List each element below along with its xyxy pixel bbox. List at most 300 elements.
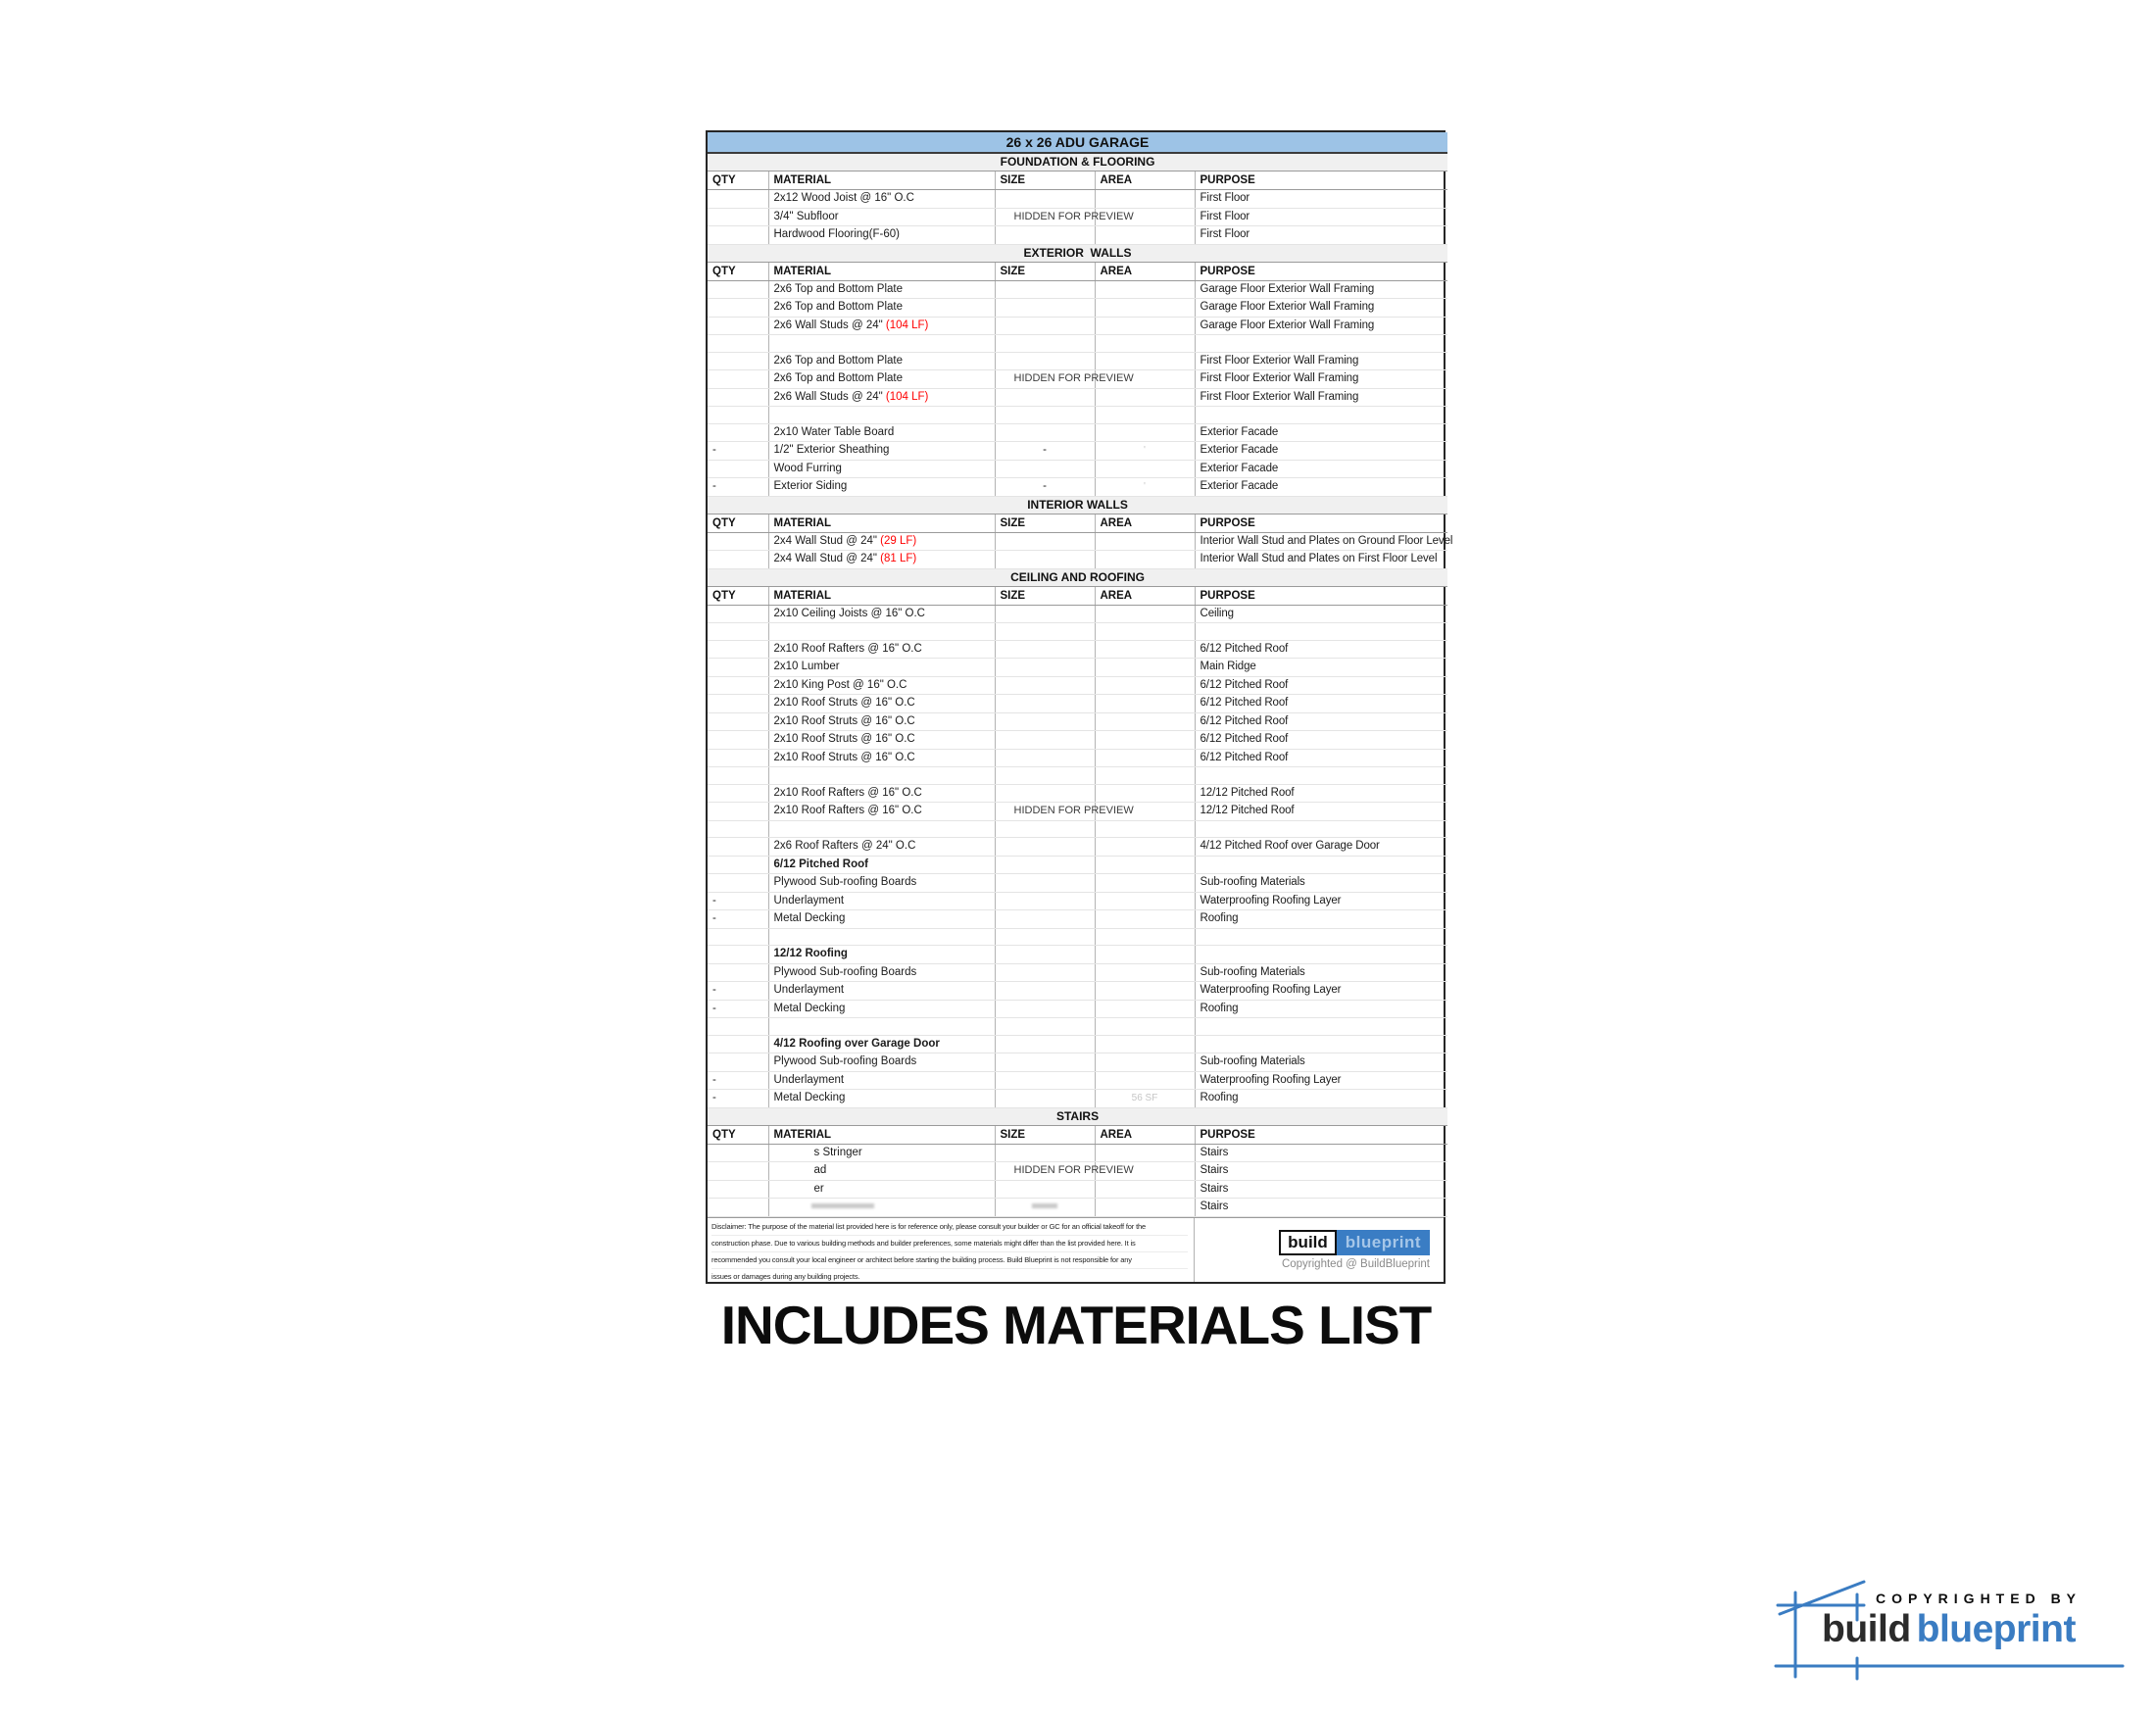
table-row — [708, 1162, 1447, 1181]
material-cell — [768, 695, 995, 713]
material-cell — [768, 1018, 995, 1036]
sheet-title-row — [708, 132, 1447, 153]
size-cell — [995, 982, 1095, 1001]
brand-logo — [1766, 1565, 2133, 1694]
purpose-cell: 4/12 Pitched Roof over Garage Door — [1195, 838, 1447, 857]
material-text: 2x6 Roof Rafters @ 24" O.C — [773, 840, 916, 852]
qty-cell — [708, 820, 768, 838]
area-cell — [1095, 388, 1195, 407]
area-cell: 56 SF — [1095, 1090, 1195, 1108]
size-cell — [995, 407, 1095, 424]
area-cell — [1095, 551, 1195, 569]
area-cell — [1095, 659, 1195, 677]
material-text: s Stringer — [813, 1146, 862, 1158]
qty-cell — [708, 640, 768, 659]
material-cell — [768, 659, 995, 677]
qty-cell — [708, 423, 768, 442]
material-text: Plywood Sub-roofing Boards — [773, 876, 917, 888]
purpose-cell — [1195, 1035, 1447, 1054]
qty-cell — [708, 676, 768, 695]
size-cell — [995, 963, 1095, 982]
purpose-cell: First Floor — [1195, 190, 1447, 209]
material-text: 2x10 Roof Rafters @ 16" O.C — [773, 642, 922, 655]
area-cell — [1095, 1071, 1195, 1090]
hidden-for-preview-label: HIDDEN FOR PREVIEW — [1013, 805, 1134, 816]
qty-cell — [708, 712, 768, 731]
table-row — [708, 623, 1447, 641]
purpose-cell: Exterior Facade — [1195, 423, 1447, 442]
lf-note: (29 LF) — [876, 534, 917, 547]
purpose-cell: Stairs — [1195, 1180, 1447, 1199]
material-text: 1/2" Exterior Sheathing — [773, 444, 890, 456]
table-row — [708, 659, 1447, 677]
material-text: 2x10 Roof Struts @ 16" O.C — [773, 697, 915, 709]
qty-cell — [708, 407, 768, 424]
size-cell — [995, 1000, 1095, 1018]
materials-sheet — [706, 130, 1453, 1284]
area-cell: ' — [1095, 478, 1195, 497]
column-header-area: AREA — [1095, 586, 1195, 605]
table-row — [708, 190, 1447, 209]
qty-cell — [708, 946, 768, 964]
material-text: 2x6 Top and Bottom Plate — [773, 301, 903, 313]
purpose-cell: Roofing — [1195, 1000, 1447, 1018]
qty-cell — [708, 605, 768, 623]
table-row — [708, 478, 1447, 497]
qty-cell — [708, 1199, 768, 1217]
size-cell — [995, 335, 1095, 353]
material-cell — [768, 784, 995, 803]
redacted-smudge — [811, 1203, 874, 1208]
size-cell — [995, 551, 1095, 569]
size-cell — [995, 731, 1095, 750]
area-cell — [1095, 982, 1195, 1001]
disclaimer-line: issues or damages during any building projects. — [711, 1271, 860, 1281]
column-header-qty: QTY — [708, 586, 768, 605]
purpose-cell: Sub-roofing Materials — [1195, 874, 1447, 893]
qty-cell — [708, 317, 768, 335]
area-cell — [1095, 856, 1195, 874]
material-text: 2x10 Ceiling Joists @ 16" O.C — [773, 607, 925, 619]
qty-cell — [708, 208, 768, 226]
column-header-size: SIZE — [995, 514, 1095, 532]
material-cell — [768, 388, 995, 407]
size-cell — [995, 892, 1095, 910]
size-cell — [995, 532, 1095, 551]
material-cell — [768, 1090, 995, 1108]
material-cell — [768, 640, 995, 659]
disclaimer-line: Disclaimer: The purpose of the material list provided here is for reference only, please consult your builder or GC for an official takeoff for the — [711, 1219, 1188, 1236]
area-cell — [1095, 623, 1195, 641]
area-cell — [1095, 731, 1195, 750]
table-row — [708, 551, 1447, 569]
material-text: 2x4 Wall Stud @ 24" — [773, 553, 877, 564]
purpose-cell — [1195, 946, 1447, 964]
table-row — [708, 352, 1447, 370]
qty-cell: - — [708, 910, 768, 929]
material-text: ad — [813, 1164, 827, 1176]
table-row — [708, 695, 1447, 713]
buildblueprint-logo-badge — [1279, 1230, 1430, 1255]
qty-cell — [708, 352, 768, 370]
material-text: 2x10 Roof Struts @ 16" O.C — [773, 733, 915, 745]
column-header-area: AREA — [1095, 1125, 1195, 1144]
size-cell — [995, 659, 1095, 677]
table-row — [708, 532, 1447, 551]
area-cell — [1095, 749, 1195, 767]
purpose-cell: Garage Floor Exterior Wall Framing — [1195, 280, 1447, 299]
area-cell — [1095, 1018, 1195, 1036]
material-cell — [768, 1180, 995, 1199]
material-text: 2x6 Top and Bottom Plate — [773, 372, 903, 384]
material-text: 2x6 Top and Bottom Plate — [773, 282, 903, 295]
qty-cell — [708, 1035, 768, 1054]
area-cell: ' — [1095, 442, 1195, 461]
purpose-cell — [1195, 335, 1447, 353]
area-cell — [1095, 299, 1195, 318]
table-row — [708, 838, 1447, 857]
material-cell — [768, 317, 995, 335]
qty-cell — [708, 551, 768, 569]
area-cell — [1095, 352, 1195, 370]
size-cell — [995, 1035, 1095, 1054]
purpose-cell: First Floor Exterior Wall Framing — [1195, 388, 1447, 407]
qty-cell — [708, 1144, 768, 1162]
qty-cell: - — [708, 1090, 768, 1108]
qty-cell — [708, 659, 768, 677]
purpose-cell: 6/12 Pitched Roof — [1195, 712, 1447, 731]
area-cell — [1095, 280, 1195, 299]
area-cell — [1095, 1000, 1195, 1018]
size-cell — [995, 928, 1095, 946]
section-header-label: STAIRS — [708, 1107, 1447, 1125]
area-cell — [1095, 838, 1195, 857]
material-cell — [768, 838, 995, 857]
section-header-label: CEILING AND ROOFING — [708, 568, 1447, 586]
column-header-area: AREA — [1095, 514, 1195, 532]
qty-cell — [708, 623, 768, 641]
purpose-cell: Ceiling — [1195, 605, 1447, 623]
column-header-row — [708, 262, 1447, 280]
table-row — [708, 1199, 1447, 1217]
table-row — [708, 820, 1447, 838]
table-row — [708, 856, 1447, 874]
material-cell — [768, 982, 995, 1001]
qty-cell — [708, 532, 768, 551]
area-cell — [1095, 784, 1195, 803]
size-cell — [995, 910, 1095, 929]
size-cell — [995, 640, 1095, 659]
column-header-purpose: PURPOSE — [1195, 262, 1447, 280]
section-header-row — [708, 153, 1447, 172]
table-row — [708, 982, 1447, 1001]
qty-cell — [708, 784, 768, 803]
column-header-purpose: PURPOSE — [1195, 1125, 1447, 1144]
material-cell — [768, 352, 995, 370]
purpose-cell: Exterior Facade — [1195, 442, 1447, 461]
qty-cell — [708, 299, 768, 318]
material-text: 2x10 Roof Rafters @ 16" O.C — [773, 805, 922, 816]
brand-build-text: build — [1822, 1608, 1911, 1650]
purpose-cell: 6/12 Pitched Roof — [1195, 676, 1447, 695]
column-header-purpose: PURPOSE — [1195, 514, 1447, 532]
size-cell — [995, 856, 1095, 874]
material-cell — [768, 803, 995, 821]
qty-cell: - — [708, 1071, 768, 1090]
area-cell — [1095, 928, 1195, 946]
purpose-cell: Stairs — [1195, 1144, 1447, 1162]
material-text: 2x10 Lumber — [773, 661, 840, 672]
area-cell — [1095, 190, 1195, 209]
material-text: Plywood Sub-roofing Boards — [773, 965, 917, 978]
material-text: Underlayment — [773, 984, 845, 996]
material-text: Metal Decking — [773, 912, 846, 924]
table-row — [708, 1071, 1447, 1090]
column-header-row — [708, 586, 1447, 605]
table-row — [708, 1054, 1447, 1072]
purpose-cell: First Floor — [1195, 226, 1447, 245]
size-cell — [995, 1090, 1095, 1108]
qty-cell — [708, 1018, 768, 1036]
area-cell — [1095, 1144, 1195, 1162]
purpose-cell: Waterproofing Roofing Layer — [1195, 982, 1447, 1001]
qty-cell — [708, 928, 768, 946]
section-header-row — [708, 244, 1447, 262]
lf-note: (104 LF) — [882, 318, 929, 331]
size-cell — [995, 460, 1095, 478]
table-row — [708, 407, 1447, 424]
area-cell — [1095, 874, 1195, 893]
purpose-cell: Interior Wall Stud and Plates on Ground Floor Level — [1195, 532, 1447, 551]
size-cell — [995, 370, 1134, 389]
area-cell — [1095, 910, 1195, 929]
redacted-smudge — [1032, 1203, 1057, 1208]
qty-cell — [708, 838, 768, 857]
size-cell — [995, 784, 1095, 803]
material-text: er — [813, 1182, 824, 1195]
hidden-for-preview-label: HIDDEN FOR PREVIEW — [1013, 372, 1134, 384]
size-cell — [995, 695, 1095, 713]
size-cell — [995, 388, 1095, 407]
sheet-title: 26 x 26 ADU GARAGE — [708, 132, 1447, 153]
purpose-cell: 6/12 Pitched Roof — [1195, 731, 1447, 750]
table-row — [708, 640, 1447, 659]
material-cell — [768, 442, 995, 461]
column-header-area: AREA — [1095, 262, 1195, 280]
material-text: Exterior Siding — [773, 480, 848, 492]
column-header-purpose: PURPOSE — [1195, 586, 1447, 605]
material-text: Underlayment — [773, 894, 845, 906]
material-cell — [768, 299, 995, 318]
table-row — [708, 928, 1447, 946]
table-row — [708, 1180, 1447, 1199]
copyrighted-by-text: COPYRIGHTED BY — [1876, 1591, 2082, 1606]
material-cell — [768, 749, 995, 767]
material-text: 6/12 Pitched Roof — [773, 858, 868, 870]
table-row — [708, 388, 1447, 407]
size-cell — [995, 352, 1095, 370]
table-row — [708, 803, 1447, 821]
purpose-cell: 6/12 Pitched Roof — [1195, 695, 1447, 713]
material-text: Wood Furring — [773, 462, 842, 474]
size-cell — [995, 1054, 1095, 1072]
material-cell — [768, 712, 995, 731]
table-row — [708, 874, 1447, 893]
material-text: 2x10 Water Table Board — [773, 425, 895, 438]
area-cell — [1095, 963, 1195, 982]
purpose-cell: Stairs — [1195, 1199, 1447, 1217]
materials-table-body — [708, 132, 1453, 1216]
area-cell — [1095, 695, 1195, 713]
size-cell — [995, 767, 1095, 785]
size-cell — [995, 1162, 1134, 1181]
section-header-label: EXTERIOR WALLS — [708, 244, 1447, 262]
material-text: Hardwood Flooring(F-60) — [773, 228, 900, 240]
material-cell — [768, 532, 995, 551]
material-cell — [768, 963, 995, 982]
qty-cell — [708, 1180, 768, 1199]
material-cell — [768, 478, 995, 497]
qty-cell — [708, 280, 768, 299]
material-text: 2x4 Wall Stud @ 24" — [773, 534, 877, 547]
material-cell — [768, 605, 995, 623]
column-header-area: AREA — [1095, 172, 1195, 190]
material-cell — [768, 190, 995, 209]
material-text: 2x10 King Post @ 16" O.C — [773, 678, 907, 691]
table-row — [708, 442, 1447, 461]
table-row — [708, 423, 1447, 442]
purpose-cell: Garage Floor Exterior Wall Framing — [1195, 299, 1447, 318]
material-cell — [768, 946, 995, 964]
section-header-row — [708, 496, 1447, 514]
area-cell — [1095, 820, 1195, 838]
column-header-qty: QTY — [708, 262, 768, 280]
material-cell — [768, 423, 995, 442]
size-cell — [995, 838, 1095, 857]
size-cell — [995, 605, 1095, 623]
area-cell — [1095, 226, 1195, 245]
size-cell — [995, 803, 1134, 821]
qty-cell — [708, 1054, 768, 1072]
material-cell — [768, 208, 995, 226]
area-cell — [1095, 767, 1195, 785]
disclaimer-line: recommended you consult your local engineer or architect before starting the building process. Build Blueprint is not responsible for any — [711, 1252, 1188, 1269]
qty-cell — [708, 767, 768, 785]
table-row — [708, 676, 1447, 695]
purpose-cell: Stairs — [1195, 1162, 1447, 1181]
qty-cell — [708, 874, 768, 893]
qty-cell — [708, 1162, 768, 1181]
material-text: Underlayment — [773, 1073, 845, 1086]
column-header-size: SIZE — [995, 586, 1095, 605]
column-header-size: SIZE — [995, 172, 1095, 190]
material-text: Metal Decking — [773, 1002, 846, 1014]
purpose-cell — [1195, 928, 1447, 946]
badge-cell — [1195, 1218, 1444, 1282]
column-header-material: MATERIAL — [768, 514, 995, 532]
table-row — [708, 946, 1447, 964]
brand-blueprint-text: blueprint — [1916, 1608, 2076, 1650]
size-cell — [995, 874, 1095, 893]
size-cell: - — [995, 478, 1095, 497]
area-cell — [1095, 460, 1195, 478]
material-cell — [768, 226, 995, 245]
lf-note: (104 LF) — [882, 390, 929, 403]
material-cell — [768, 1144, 995, 1162]
material-text: 2x6 Top and Bottom Plate — [773, 354, 903, 367]
column-header-size: SIZE — [995, 262, 1095, 280]
size-cell — [995, 317, 1095, 335]
logo-blueprint-label: blueprint — [1337, 1230, 1430, 1255]
purpose-cell: 6/12 Pitched Roof — [1195, 640, 1447, 659]
purpose-cell: Sub-roofing Materials — [1195, 963, 1447, 982]
size-cell — [995, 1199, 1095, 1217]
lf-note: (81 LF) — [876, 553, 917, 564]
material-cell — [768, 1000, 995, 1018]
size-cell — [995, 676, 1095, 695]
purpose-cell: Interior Wall Stud and Plates on First Floor Level — [1195, 551, 1447, 569]
material-cell — [768, 551, 995, 569]
disclaimer — [708, 1218, 1195, 1282]
size-cell — [995, 299, 1095, 318]
size-cell — [995, 190, 1095, 209]
disclaimer-line: construction phase. Due to various building methods and builder preferences, some materials might differ than the list provided here. It is — [711, 1236, 1188, 1252]
purpose-cell: 12/12 Pitched Roof — [1195, 803, 1447, 821]
area-cell — [1095, 1054, 1195, 1072]
table-row — [708, 1000, 1447, 1018]
material-cell — [768, 910, 995, 929]
qty-cell: - — [708, 442, 768, 461]
qty-cell — [708, 856, 768, 874]
purpose-cell — [1195, 856, 1447, 874]
column-header-material: MATERIAL — [768, 586, 995, 605]
size-cell — [995, 1071, 1095, 1090]
logo-build-label: build — [1279, 1230, 1337, 1255]
purpose-cell: First Floor — [1195, 208, 1447, 226]
table-row — [708, 370, 1447, 389]
purpose-cell: Roofing — [1195, 1090, 1447, 1108]
table-row — [708, 712, 1447, 731]
column-header-size: SIZE — [995, 1125, 1095, 1144]
section-header-row — [708, 568, 1447, 586]
area-cell — [1095, 532, 1195, 551]
qty-cell — [708, 695, 768, 713]
material-cell — [768, 767, 995, 785]
section-header-label: INTERIOR WALLS — [708, 496, 1447, 514]
purpose-cell — [1195, 767, 1447, 785]
hidden-for-preview-label: HIDDEN FOR PREVIEW — [1013, 1164, 1134, 1176]
purpose-cell — [1195, 1018, 1447, 1036]
column-header-qty: QTY — [708, 514, 768, 532]
size-cell — [995, 423, 1095, 442]
qty-cell: - — [708, 478, 768, 497]
qty-cell: - — [708, 982, 768, 1001]
table-row — [708, 226, 1447, 245]
area-cell — [1095, 1180, 1195, 1199]
table-row — [708, 731, 1447, 750]
qty-cell — [708, 731, 768, 750]
material-text: 2x6 Wall Studs @ 24" — [773, 318, 883, 331]
material-cell — [768, 280, 995, 299]
area-cell — [1095, 407, 1195, 424]
area-cell — [1095, 892, 1195, 910]
size-cell — [995, 946, 1095, 964]
table-row — [708, 892, 1447, 910]
table-row — [708, 767, 1447, 785]
material-text: 2x6 Wall Studs @ 24" — [773, 390, 883, 403]
purpose-cell: First Floor Exterior Wall Framing — [1195, 352, 1447, 370]
column-header-qty: QTY — [708, 172, 768, 190]
